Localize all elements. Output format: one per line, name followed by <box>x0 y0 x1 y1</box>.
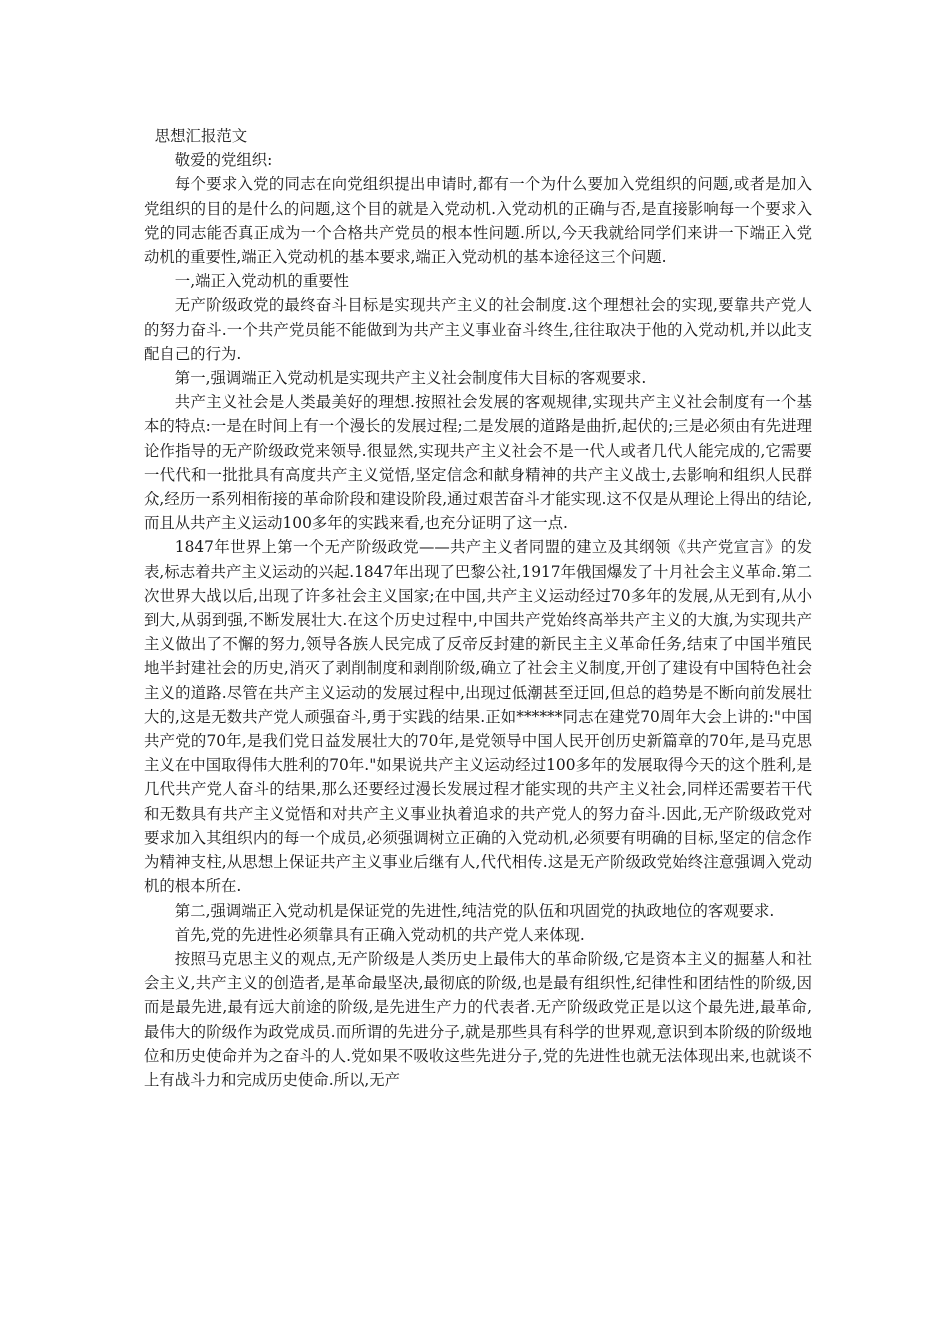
section-heading-1: 一,端正入党动机的重要性 <box>174 272 349 291</box>
point-second: 第二,强调端正入党动机是保证党的先进性,纯洁党的队伍和巩固党的执政地位的客观要求. <box>174 901 775 920</box>
salutation: 敬爱的党组织: <box>174 151 273 170</box>
paragraph-firstly: 首先,党的先进性必须靠具有正确入党动机的共产党人来体现. <box>174 925 585 944</box>
paragraph-intro: 每个要求入党的同志在向党组织提出申请时,都有一个为什么要加入党组织的问题,或者是加入党组织的目的是什么的问题,这个目的就是入党动机.入党动机的正确与否,是直接影响每一个要求入党的同志能否真正成为一个合格共产党员的根本性问题.所以,今天我就给同学们来讲一下端正入党动机的重要性,端正入党动机的基本要求,端正入党动机的基本途径这三个问题. <box>144 175 812 267</box>
document-title: 思想汇报范文 <box>154 127 248 145</box>
paragraph-history: 1847年世界上第一个无产阶级政党——共产主义者同盟的建立及其纲领《共产党宣言》的发表,标志着共产主义运动的兴起.1847年出现了巴黎公社,1917年俄国爆发了十月社会主义革命.第二次世界大战以后,出现了许多社会主义国家;在中国,共产主义运动经过70多年的发展,从无到有,从小到大,从弱到强,不断发展壮大.在这个历史过程中,中国共产党始终高举共产主义的大旗,为实现共产主义做出了不懈的努力,领导各族人民完成了反帝反封建的新民主主义革命任务,结束了中国半殖民地半封建社会的历史,消灭了剥削制度和剥削阶级,确立了社会主义制度,开创了建设有中国特色社会主义的道路.尽管在共产主义运动的发展过程中,出现过低潮甚至迂回,但总的趋势是不断向前发展壮大的,这是无数共产党人顽强奋斗,勇于实践的结果.正如******同志在建党70周年大会上讲的:"中国共产党的70年,是我们党日益发展壮大的70年,是党领导中国人民开创历史新篇章的70年,是马克思主义在中国取得伟大胜利的70年."如果说共产主义运动经过100多年的发展取得今天的这个胜利,是几代共产党人奋斗的结果,那么还要经过漫长发展过程才能实现的共产主义社会,同样还需要若干代和无数具有共产主义觉悟和对共产主义事业执着追求的共产党人的努力奋斗.因此,无产阶级政党对要求加入其组织内的每一个成员,必须强调树立正确的入党动机,必须要有明确的目标,坚定的信念作为精神支柱,从思想上保证共产主义事业后继有人,代代相传.这是无产阶级政党始终注意强调入党动机的根本所在. <box>144 538 812 896</box>
point-first: 第一,强调端正入党动机是实现共产主义社会制度伟大目标的客观要求. <box>174 369 647 388</box>
document-page <box>144 124 812 1092</box>
paragraph-marxism: 按照马克思主义的观点,无产阶级是人类历史上最伟大的革命阶级,它是资本主义的掘墓人和社会主义,共产主义的创造者,是革命最坚决,最彻底的阶级,也是最有组织性,纪律性和团结性的阶级,因而是最先进,最有远大前途的阶级,是先进生产力的代表者.无产阶级政党正是以这个最先进,最革命,最伟大的阶级作为政党成员.而所谓的先进分子,就是那些具有科学的世界观,意识到本阶级的阶级地位和历史使命并为之奋斗的人.党如果不吸收这些先进分子,党的先进性也就无法体现出来,也就谈不上有战斗力和完成历史使命.所以,无产 <box>144 949 812 1089</box>
paragraph-goal: 无产阶级政党的最终奋斗目标是实现共产主义的社会制度.这个理想社会的实现,要靠共产党人的努力奋斗.一个共产党员能不能做到为共产主义事业奋斗终生,往往取决于他的入党动机,并以此支配自己的行为. <box>144 296 812 363</box>
paragraph-communist-society: 共产主义社会是人类最美好的理想.按照社会发展的客观规律,实现共产主义社会制度有一个基本的特点:一是在时间上有一个漫长的发展过程;二是发展的道路是曲折,起伏的;三是必须由有先进理论作指导的无产阶级政党来领导.很显然,实现共产主义社会不是一代人或者几代人能完成的,它需要一代代和一批批具有高度共产主义觉悟,坚定信念和献身精神的共产主义战士,去影响和组织人民群众,经历一系列相衔接的革命阶段和建设阶段,通过艰苦奋斗才能实现.这不仅是从理论上得出的结论,而且从共产主义运动100多年的实践来看,也充分证明了这一点. <box>144 393 812 533</box>
